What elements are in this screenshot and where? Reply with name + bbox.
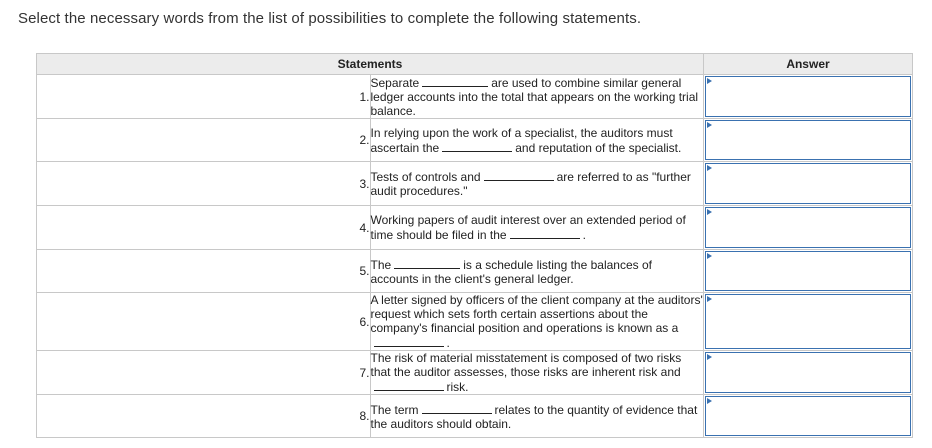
dropdown-caret-icon <box>707 209 712 215</box>
statement-text <box>370 293 704 351</box>
statement-part: . <box>582 228 586 242</box>
answer-cell <box>704 119 913 162</box>
row-number: 7. <box>37 351 371 395</box>
statement-part: The risk of material misstatement is composed of two risks that the auditor assesses, those risks are inherent risk and <box>370 351 682 379</box>
statements-table <box>36 53 913 438</box>
row-number: 4. <box>37 206 371 250</box>
blank-line <box>510 227 580 239</box>
blank-line <box>422 75 488 87</box>
blank-line <box>442 140 512 152</box>
table-row <box>37 351 913 395</box>
statement-part: and reputation of the specialist. <box>515 140 682 155</box>
answer-dropdown-7[interactable] <box>705 352 911 393</box>
answer-dropdown-2[interactable] <box>705 120 911 160</box>
row-number: 3. <box>37 162 371 206</box>
blank-line <box>374 379 444 391</box>
row-number: 1. <box>37 75 371 119</box>
dropdown-caret-icon <box>707 253 712 259</box>
statement-part: Working papers of audit interest over an extended period of time should be filed in the <box>370 213 686 242</box>
statement-part: A letter signed by officers of the client company at the auditors' request which sets forth certain assertions about the company's financial position and operations is known as a <box>370 293 703 335</box>
table-row <box>37 395 913 438</box>
answer-cell <box>704 75 913 119</box>
blank-line <box>422 402 492 414</box>
answer-dropdown-5[interactable] <box>705 251 911 291</box>
answer-cell <box>704 293 913 351</box>
statement-text <box>370 250 704 293</box>
dropdown-caret-icon <box>707 296 712 302</box>
table-row <box>37 293 913 351</box>
statement-text <box>370 162 704 206</box>
dropdown-caret-icon <box>707 78 712 84</box>
statement-text <box>370 206 704 250</box>
table-row <box>37 162 913 206</box>
answer-dropdown-8[interactable] <box>705 396 911 436</box>
statement-part: are referred to as "further audit procedures." <box>370 170 691 198</box>
answer-dropdown-6[interactable] <box>705 294 911 349</box>
statement-part: is a schedule listing the balances of accounts in the client's general ledger. <box>370 257 652 286</box>
row-number: 2. <box>37 119 371 162</box>
statement-part: . <box>446 336 450 350</box>
blank-line <box>484 169 554 181</box>
statement-part: Tests of controls and <box>370 170 481 184</box>
statement-text <box>370 395 704 438</box>
dropdown-caret-icon <box>707 398 712 404</box>
statement-part: The term <box>370 402 419 417</box>
table-header-row <box>37 54 913 75</box>
blank-line <box>374 335 444 347</box>
answer-dropdown-1[interactable] <box>705 76 911 117</box>
statement-part: relates to the quantity of evidence that the auditors should obtain. <box>370 402 698 431</box>
table-row <box>37 119 913 162</box>
table-row <box>37 250 913 293</box>
statement-part: are used to combine similar general ledger accounts into the total that appears on the working trial balance. <box>370 76 699 118</box>
dropdown-caret-icon <box>707 122 712 128</box>
instructions-text: Select the necessary words from the list of possibilities to complete the following statements. <box>18 10 642 27</box>
dropdown-caret-icon <box>707 354 712 360</box>
row-number: 6. <box>37 293 371 351</box>
statements-header: Statements <box>37 54 704 75</box>
statement-text <box>370 351 704 395</box>
statement-part: In relying upon the work of a specialist, the auditors must ascertain the <box>370 125 673 155</box>
statement-text <box>370 75 704 119</box>
statement-part: Separate <box>370 76 420 90</box>
table-row <box>37 206 913 250</box>
answer-header: Answer <box>704 54 913 75</box>
statement-part: risk. <box>446 380 469 394</box>
row-number: 8. <box>37 395 371 438</box>
answer-dropdown-4[interactable] <box>705 207 911 248</box>
table-row <box>37 75 913 119</box>
statement-text <box>370 119 704 162</box>
answer-cell <box>704 351 913 395</box>
answer-cell <box>704 162 913 206</box>
answer-cell <box>704 250 913 293</box>
row-number: 5. <box>37 250 371 293</box>
blank-line <box>394 257 460 269</box>
answer-dropdown-3[interactable] <box>705 163 911 204</box>
answer-cell <box>704 395 913 438</box>
statement-part: The <box>370 257 392 272</box>
dropdown-caret-icon <box>707 165 712 171</box>
answer-cell <box>704 206 913 250</box>
